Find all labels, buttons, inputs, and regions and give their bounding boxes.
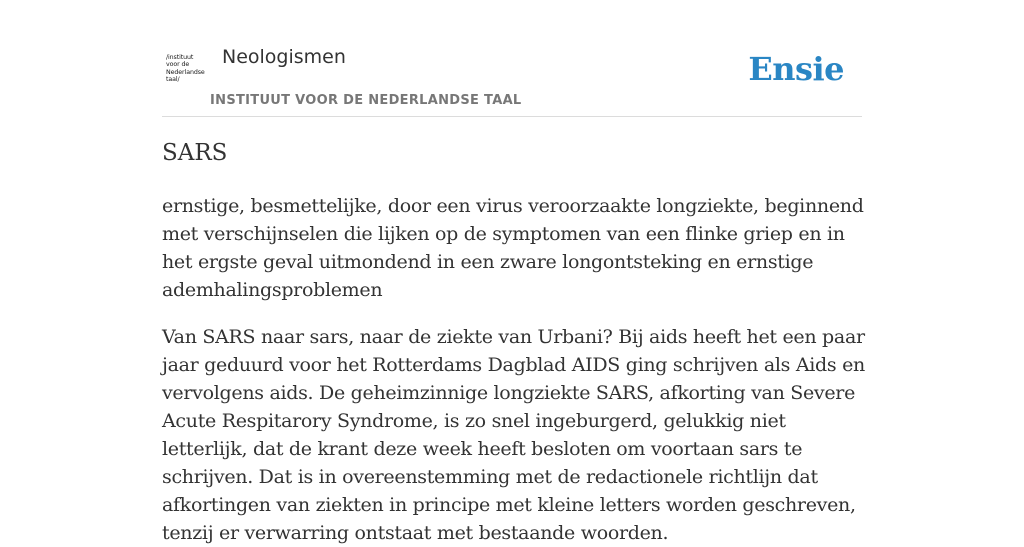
entry-term: SARS — [162, 140, 228, 166]
logo-line-1: /instituut — [166, 54, 194, 61]
logo-line-3: Nederlandse — [166, 68, 205, 76]
source-title[interactable]: Neologismen — [222, 46, 346, 68]
institute-logo[interactable] — [166, 54, 208, 90]
source-subtitle: INSTITUUT VOOR DE NEDERLANDSE TAAL — [210, 93, 522, 108]
logo-line-2: voor de — [166, 61, 190, 69]
ensie-logo[interactable]: Ensie — [748, 50, 844, 88]
entry-article: Van SARS naar sars, naar de ziekte van Urbani? Bij aids heeft het een paar jaar geduurd voor het Rotterdams Dagblad AIDS ging schrijven als Aids en vervolgens aids. De geheimzinnige longziekte SARS, afkorting van Severe Acute Respitarory Syndrome, is zo snel ingeburgerd, gelukkig niet letterlijk, dat de krant deze week heeft besloten om voortaan sars te schrijven. Dat is in overeenstemming met de redactionele richtlijn dat afkortingen van ziekten in principe met kleine letters worden geschreven, tenzij er verwarring ontstaat met bestaande woorden. — [162, 326, 865, 544]
entry-definition: ernstige, besmettelijke, door een virus veroorzaakte longziekte, beginnend met verschijnselen die lijken op de symptomen van een flinke griep en in het ergste geval uitmondend in een zware longontsteking en ernstige ademhalingsproblemen — [162, 195, 864, 301]
logo-line-4: taal/ — [166, 76, 180, 84]
site-header — [162, 0, 862, 117]
